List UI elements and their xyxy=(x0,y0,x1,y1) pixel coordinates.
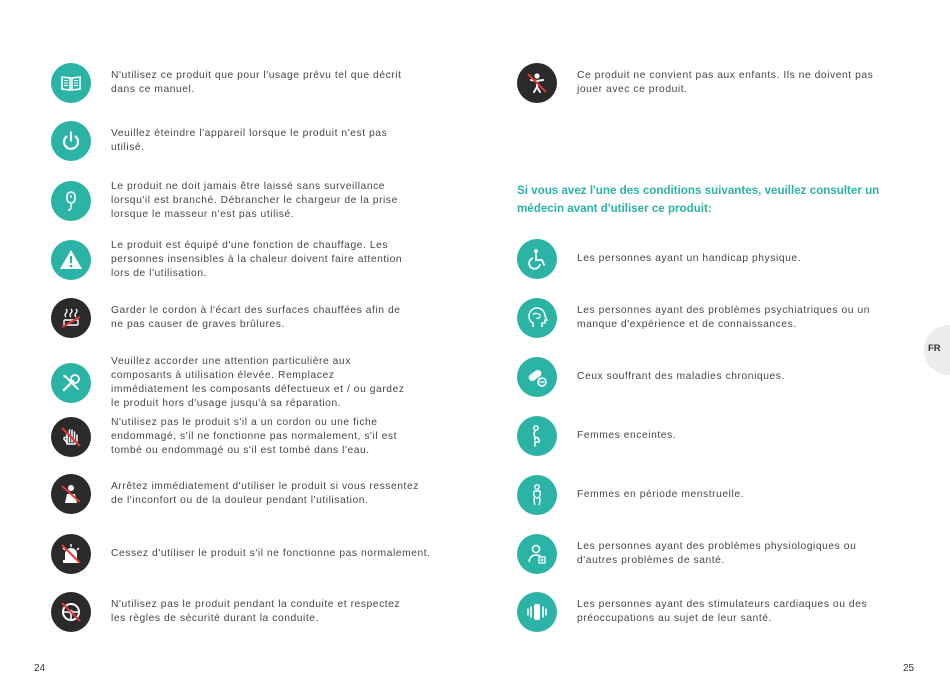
condition-text: Femmes en période menstruelle. xyxy=(577,489,745,500)
safety-item-manual xyxy=(51,63,402,103)
safety-text: Cessez d'utiliser le produit s'il ne fonctionne pas normalement. xyxy=(111,548,431,559)
safety-text: Veuillez éteindre l'appareil lorsque le produit n'est pas utilisé. xyxy=(111,128,388,153)
safety-item-children xyxy=(517,63,873,103)
safety-text: N'utilisez ce produit que pour l'usage prévu tel que décrit dans ce manuel. xyxy=(111,70,402,95)
tools-repair-icon xyxy=(51,363,91,403)
wheelchair-icon xyxy=(517,239,557,279)
safety-text: N'utilisez pas le produit pendant la conduite et respectez les règles de sécurité durant la conduite. xyxy=(111,599,401,624)
pregnant-woman-icon xyxy=(517,416,557,456)
safety-item-power xyxy=(51,121,387,161)
pills-icon xyxy=(517,357,557,397)
condition-item-handicap xyxy=(517,239,801,279)
person-health-icon xyxy=(517,534,557,574)
no-children-icon xyxy=(517,63,557,103)
safety-text: Veuillez accorder une attention particulière aux composants à utilisation élevée. Remplacez immédiatement les composants défectueux et / ou gardez le produit hors d'usage jusqu'à sa réparation. xyxy=(111,356,405,409)
safety-text: Le produit est équipé d'une fonction de chauffage. Les personnes insensibles à la chaleur doivent faire attention lors de l'utilisation. xyxy=(111,240,403,279)
condition-item-chronic xyxy=(517,357,785,397)
conditions-heading: Si vous avez l'une des conditions suivantes, veuillez consulter un médecin avant d'utiliser ce produit: xyxy=(517,184,880,215)
condition-text: Ceux souffrant des maladies chroniques. xyxy=(577,371,785,382)
head-brain-icon xyxy=(517,298,557,338)
safety-text: N'utilisez pas le produit s'il a un cordon ou une fiche endommagé, s'il ne fonctionne pas normalement, s'il est tombé ou endommagé ou s'il est tombé dans l'eau. xyxy=(111,417,398,456)
power-icon xyxy=(51,121,91,161)
safety-item-damaged xyxy=(51,416,397,458)
page-number-left: 24 xyxy=(34,663,46,674)
safety-item-malfunction xyxy=(51,534,431,574)
safety-text: Garder le cordon à l'écart des surfaces chauffées afin de ne pas causer de graves brûlures. xyxy=(111,305,401,330)
manual-book-icon xyxy=(51,63,91,103)
no-driving-icon xyxy=(51,592,91,632)
pacemaker-vibration-icon xyxy=(517,592,557,632)
language-tab-label: FR xyxy=(928,343,941,354)
language-tab xyxy=(924,325,950,375)
pain-stop-icon xyxy=(51,474,91,514)
condition-item-pacemaker xyxy=(517,592,867,632)
condition-text: Les personnes ayant des problèmes psychiatriques ou un manque d'expérience et de connaissances. xyxy=(577,305,871,330)
condition-text: Les personnes ayant un handicap physique. xyxy=(577,253,802,264)
condition-text: Femmes enceintes. xyxy=(577,430,677,441)
condition-item-physiological xyxy=(517,534,856,574)
safety-item-cord-heat xyxy=(51,298,401,338)
condition-text: Les personnes ayant des problèmes physiologiques ou d'autres problèmes de santé. xyxy=(577,541,857,566)
no-hand-icon xyxy=(51,417,91,457)
safety-text: Ce produit ne convient pas aux enfants. Ils ne doivent pas jouer avec ce produit. xyxy=(577,70,874,95)
safety-item-pain xyxy=(51,474,419,514)
page-number-right: 25 xyxy=(903,663,915,674)
alarm-light-icon xyxy=(51,534,91,574)
safety-item-unattended xyxy=(51,180,398,222)
woman-body-icon xyxy=(517,475,557,515)
safety-text: Arrêtez immédiatement d'utiliser le produit si vous ressentez de l'inconfort ou de la douleur pendant l'utilisation. xyxy=(111,481,419,506)
condition-item-menstrual xyxy=(517,475,744,515)
hot-surface-no-cord-icon xyxy=(51,298,91,338)
safety-item-driving xyxy=(51,592,400,632)
condition-text: Les personnes ayant des stimulateurs cardiaques ou des préoccupations au sujet de leur santé. xyxy=(577,599,868,624)
condition-item-pregnant xyxy=(517,416,676,456)
warning-triangle-icon xyxy=(51,240,91,280)
safety-text: Le produit ne doit jamais être laissé sans surveillance lorsqu'il est branché. Débrancher le chargeur de la prise lorsque le masseur n'est pas utilisé. xyxy=(111,181,398,220)
safety-item-components xyxy=(51,355,405,411)
safety-item-heating xyxy=(51,239,402,281)
condition-item-psychiatric xyxy=(517,298,870,338)
plug-charger-icon xyxy=(51,181,91,221)
